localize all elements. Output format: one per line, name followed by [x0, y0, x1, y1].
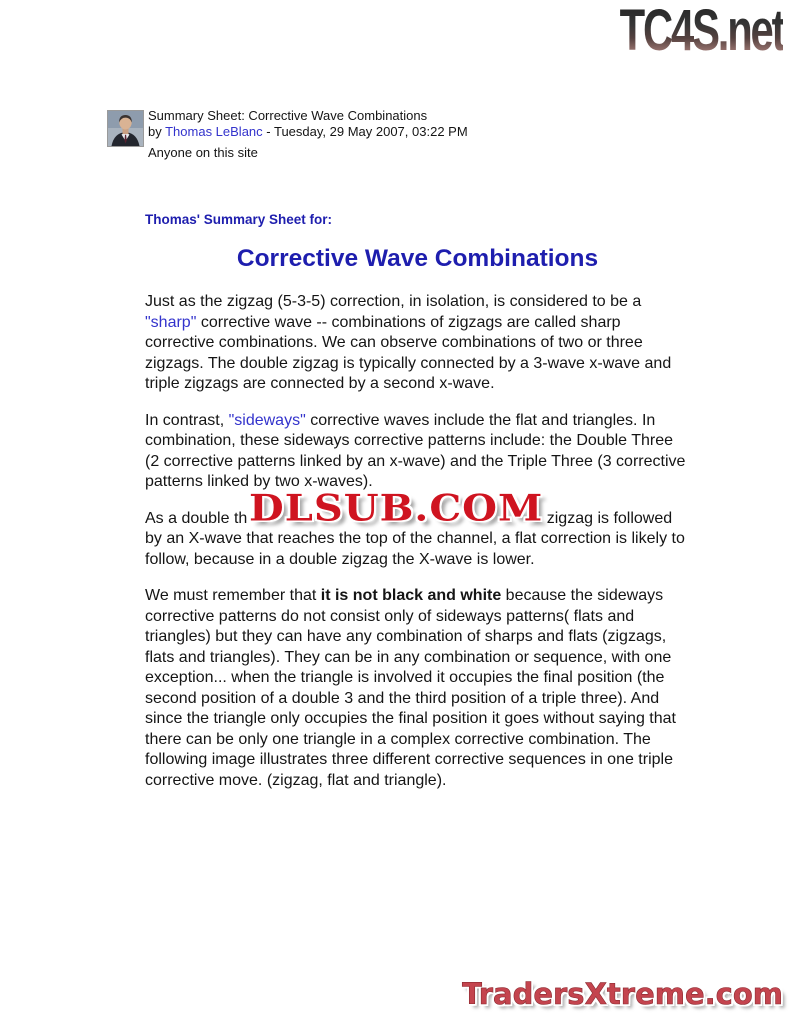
tradersxtreme-logo[interactable]: TradersXtreme.com — [462, 977, 783, 1011]
post-title: Summary Sheet: Corrective Wave Combinations — [148, 108, 428, 123]
byline-prefix: by — [148, 124, 166, 139]
author-link[interactable]: Thomas LeBlanc — [165, 124, 263, 139]
text-run: zigzag is followed by an X-wave that reaches the top of the channel, a flat correction is likely to follow, because in a double zigzag the X-wave is lower. — [145, 509, 685, 568]
text-run: We must remember that — [145, 587, 321, 604]
text-run: As a double th — [145, 509, 248, 527]
post-meta — [148, 108, 468, 161]
text-run: corrective waves include the flat and triangles. In combination, these sideways corrective patterns include: the Double Three (2 corrective patterns linked by an x-wave) and the Triple Three (3 corrective patterns linked by two x-waves). — [145, 411, 686, 490]
post-byline — [148, 124, 468, 140]
paragraph — [145, 411, 690, 493]
post-header — [108, 108, 468, 161]
post-audience: Anyone on this site — [148, 145, 258, 160]
author-avatar-image — [108, 111, 143, 146]
sharp-link[interactable]: "sharp" — [145, 313, 197, 331]
paragraph — [145, 292, 690, 395]
text-run: Just as the zigzag (5-3-5) correction, in isolation, is considered to be a — [145, 293, 642, 310]
text-run: because the sideways corrective patterns do not consist only of sideways patterns( flats and triangles) but they can have any combination of sharps and flats (zigzags, flats and triangles). They can be in any combination or sequence, with one exception... when the triangle is involved it occupies the final position (the second position of a double 3 and the third position of a triple three). And since the triangle only occupies the final position it goes without saying that there can be only one triangle in a complex corrective combination. The following image illustrates three different corrective sequences in one triple corrective move. (zigzag, flat and triangle). — [145, 587, 676, 789]
dlsub-watermark: DLSUB.COM — [249, 486, 544, 530]
paragraph — [145, 586, 690, 791]
byline-date: - Tuesday, 29 May 2007, 03:22 PM — [262, 124, 468, 139]
sideways-link[interactable]: "sideways" — [228, 411, 306, 429]
tc4s-site-logo[interactable]: TC4S.net — [619, 0, 783, 63]
page-title: Corrective Wave Combinations — [236, 245, 599, 272]
summary-sheet-kicker: Thomas' Summary Sheet for: — [145, 212, 333, 227]
author-avatar[interactable] — [108, 111, 143, 146]
text-run: corrective wave -- combinations of zigzags are called sharp corrective combinations. We can observe combinations of two or three zigzags. The double zigzag is typically connected by a 3-wave x-wave and triple zigzags are connected by a second x-wave. — [145, 313, 672, 392]
bold-text: it is not black and white — [320, 587, 502, 604]
text-run: In contrast, — [145, 411, 229, 429]
body-paragraphs — [145, 292, 690, 791]
